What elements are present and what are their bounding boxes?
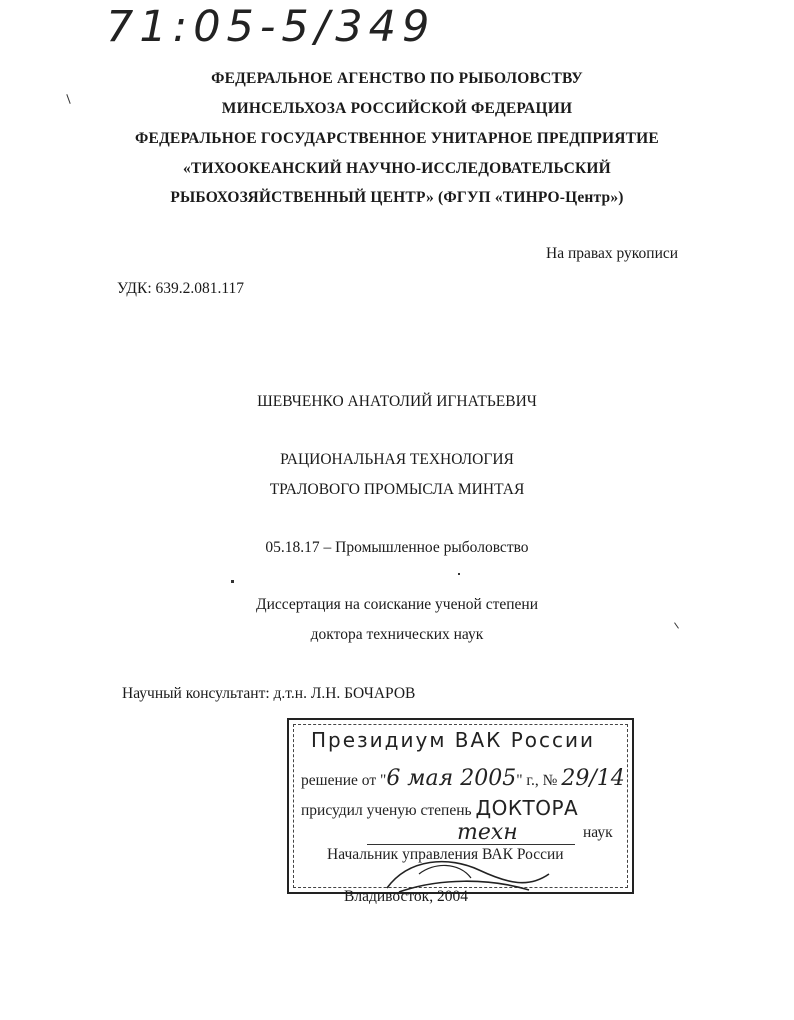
stamp-awarded-degree: ДОКТОРА bbox=[475, 796, 579, 820]
stamp-decision-mid: " г., № bbox=[516, 772, 558, 789]
title-line-2: ТРАЛОВОГО ПРОМЫСЛА МИНТАЯ bbox=[269, 481, 525, 498]
stamp-decision-line bbox=[301, 766, 625, 791]
stamp-awarded-prefix: присудил ученую степень bbox=[301, 802, 472, 819]
org-line-3: ФЕДЕРАЛЬНОЕ ГОСУДАРСТВЕННОЕ УНИТАРНОЕ ПРЕДПРИЯТИЕ bbox=[135, 130, 659, 147]
author-name: ШЕВЧЕНКО АНАТОЛИЙ ИГНАТЬЕВИЧ bbox=[257, 393, 537, 410]
scientific-consultant: Научный консультант: д.т.н. Л.Н. БОЧАРОВ bbox=[122, 685, 416, 702]
degree-line-2: доктора технических наук bbox=[310, 626, 484, 643]
specialty: 05.18.17 – Промышленное рыболовство bbox=[265, 539, 529, 556]
vak-stamp bbox=[287, 718, 634, 894]
city-year: Владивосток, 2004 bbox=[344, 888, 468, 905]
org-line-4: «ТИХООКЕАНСКИЙ НАУЧНО-ИССЛЕДОВАТЕЛЬСКИЙ bbox=[183, 160, 611, 177]
stamp-title: Президиум ВАК России bbox=[311, 728, 596, 752]
stamp-science-suffix: наук bbox=[583, 824, 613, 841]
org-line-1: ФЕДЕРАЛЬНОЕ АГЕНСТВО ПО РЫБОЛОВСТВУ bbox=[211, 70, 583, 87]
scan-speck bbox=[231, 580, 234, 583]
stamp-decision-number: 29/14 bbox=[561, 766, 625, 791]
stamp-decision-prefix: решение от " bbox=[301, 772, 387, 789]
org-line-2: МИНСЕЛЬХОЗА РОССИЙСКОЙ ФЕДЕРАЦИИ bbox=[221, 100, 573, 117]
stamp-decision-date: 6 мая 2005 bbox=[386, 766, 517, 791]
degree-line-1: Диссертация на соискание ученой степени bbox=[256, 596, 538, 613]
archive-number: 71:05-5/349 bbox=[106, 2, 436, 52]
org-line-5: РЫБОХОЗЯЙСТВЕННЫЙ ЦЕНТР» (ФГУП «ТИНРО-Центр») bbox=[170, 189, 624, 206]
title-line-1: РАЦИОНАЛЬНАЯ ТЕХНОЛОГИЯ bbox=[280, 451, 514, 468]
udk-code: УДК: 639.2.081.117 bbox=[117, 280, 245, 297]
stamp-awarded-line bbox=[301, 796, 578, 820]
scan-speck bbox=[458, 573, 460, 575]
stamp-signatory: Начальник управления ВАК России bbox=[327, 846, 564, 863]
stamp-science-field: техн bbox=[457, 820, 518, 845]
manuscript-rights: На правах рукописи bbox=[546, 245, 679, 262]
